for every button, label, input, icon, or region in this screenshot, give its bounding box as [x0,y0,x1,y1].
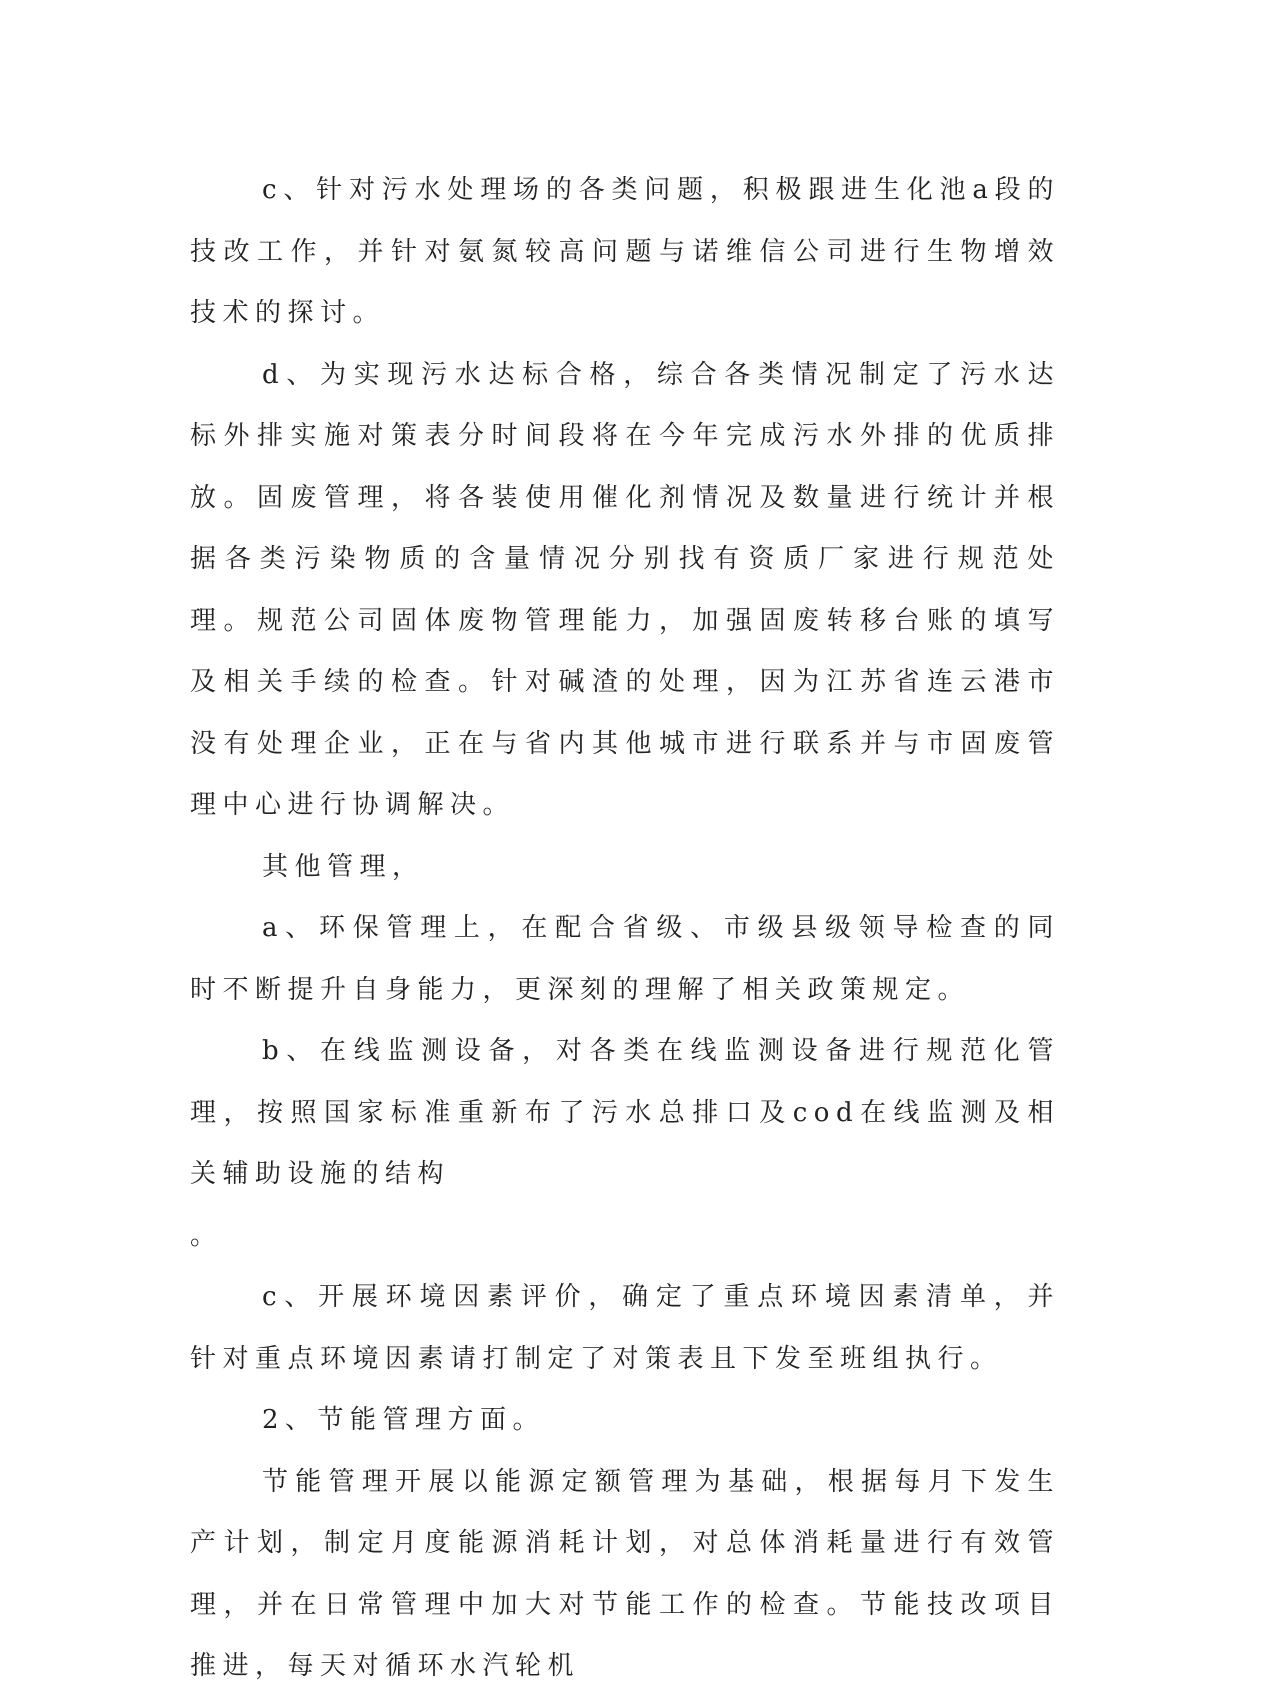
paragraph-trailing-period: 。 [190,1220,223,1251]
paragraph-energy-saving-heading: 2、节能管理方面。 [262,1405,546,1435]
paragraph-online-monitoring: b、在线监测设备，对各类在线监测设备进行规范化管理，按照国家标准重新布了污水总排口及cod在线监测及相关辅助设施的结构 [190,1036,1060,1189]
paragraph-environmental-factors: c、开展环境因素评价，确定了重点环境因素清单，并针对重点环境因素请打制定了对策表且下发至班组执行。 [190,1282,1060,1374]
paragraph-environmental-management: a、环保管理上，在配合省级、市级县级领导检查的同时不断提升自身能力，更深刻的理解了相关政策规定。 [190,913,1060,1005]
paragraph-other-management-heading: 其他管理， [262,851,425,882]
paragraph-energy-saving-management: 节能管理开展以能源定额管理为基础，根据每月下发生产计划，制定月度能源消耗计划，对总体消耗量进行有效管理，并在日常管理中加大对节能工作的检查。节能技改项目推进，每天对循环水汽轮机 [190,1466,1060,1681]
document-body [190,160,1060,1698]
paragraph-wastewater-upgrade: c、针对污水处理场的各类问题，积极跟进生化池a段的技改工作，并针对氨氮较高问题与诺维信公司进行生物增效技术的探讨。 [190,175,1060,328]
paragraph-wastewater-discharge-solid-waste: d、为实现污水达标合格，综合各类情况制定了污水达标外排实施对策表分时间段将在今年完成污水外排的优质排放。固废管理，将各装使用催化剂情况及数量进行统计并根据各类污染物质的含量情况分别找有资质厂家进行规范处理。规范公司固体废物管理能力，加强固废转移台账的填写及相关手续的检查。针对碱渣的处理，因为江苏省连云港市没有处理企业，正在与省内其他城市进行联系并与市固废管理中心进行协调解决。 [190,359,1060,820]
